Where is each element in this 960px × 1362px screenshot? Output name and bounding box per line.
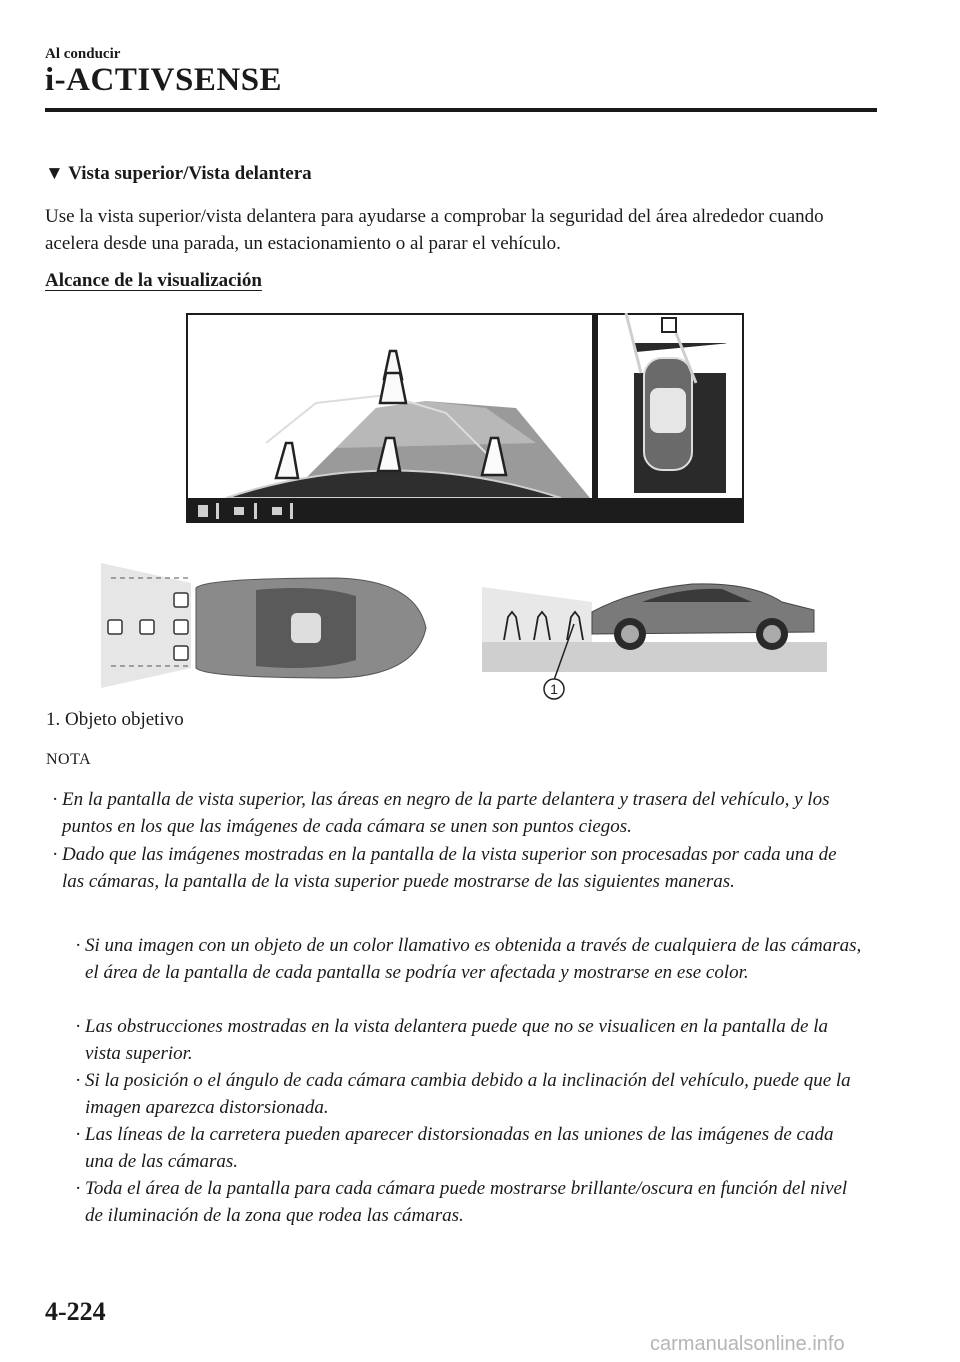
note-item: · En la pantalla de vista superior, las áreas en negro de la parte delantera y trasera del vehículo, y los puntos en los que las imágenes de cada cámara se unen son puntos ciegos. <box>52 789 830 837</box>
vehicle-top-view-illustration <box>96 558 436 688</box>
vehicle-side-view-illustration <box>482 562 827 702</box>
subnote-text: Si una imagen con un objeto de un color llamativo es obtenida a través de cualquiera de las cámaras, el área de la pantalla de cada pantalla se podría ver afectada y mostrarse en ese color. <box>85 935 862 983</box>
subnote-text: Toda el área de la pantalla para cada cámara puede mostrarse brillante/oscura en función del nivel de iluminación de la zona que rodea las cámaras. <box>85 1178 848 1226</box>
subnote-text: Las obstrucciones mostradas en la vista delantera puede que no se visualicen en la pantalla de la vista superior. <box>85 1016 829 1064</box>
page-number: 4-224 <box>45 1297 106 1326</box>
subnote-text: Si la posición o el ángulo de cada cámara cambia debido a la inclinación del vehículo, puede que la imagen aparezca distorsionada. <box>85 1070 851 1118</box>
section-title: i-ACTIVSENSE <box>45 62 283 98</box>
callout-number: 1 <box>550 681 558 697</box>
header-rule <box>45 108 877 112</box>
subnote-item: · Las líneas de la carretera pueden aparecer distorsionadas en las uniones de las imágenes de cada una de las cámaras. <box>75 1124 834 1172</box>
subnote-item: · Las obstrucciones mostradas en la vista delantera puede que no se visualicen en la pantalla de la vista superior. <box>75 1016 829 1064</box>
subnote-text: Las líneas de la carretera pueden aparecer distorsionadas en las uniones de las imágenes de cada una de las cámaras. <box>85 1124 834 1172</box>
subnote-item: · Si una imagen con un objeto de un color llamativo es obtenida a través de cualquiera de las cámaras, el área de la pantalla de cada pantalla se podría ver afectada y mostrarse en ese color. <box>75 935 862 983</box>
note-item: · Dado que las imágenes mostradas en la pantalla de la vista superior son procesadas por cada una de las cámaras, la pantalla de la vista superior puede mostrarse de las siguientes maneras. <box>52 844 837 892</box>
chapter-label: Al conducir <box>45 46 121 62</box>
footer-watermark: carmanualsonline.info <box>650 1333 845 1355</box>
note-text: Dado que las imágenes mostradas en la pantalla de la vista superior son procesadas por cada una de las cámaras, la pantalla de la vista superior puede mostrarse de las siguientes maneras. <box>62 844 837 892</box>
subnote-item: · Si la posición o el ángulo de cada cámara cambia debido a la inclinación del vehículo, puede que la imagen aparezca distorsionada. <box>75 1070 851 1118</box>
figure-caption: 1. Objeto objetivo <box>46 709 184 730</box>
intro-paragraph: Use la vista superior/vista delantera para ayudarse a comprobar la seguridad del área alrededor cuando acelera desde una parada, un estacionamiento o al parar el vehículo. <box>45 206 824 254</box>
subnote-item: · Toda el área de la pantalla para cada cámara puede mostrarse brillante/oscura en función del nivel de iluminación de la zona que rodea las cámaras. <box>75 1178 848 1226</box>
range-title: Alcance de la visualización <box>45 270 262 291</box>
note-text: En la pantalla de vista superior, las áreas en negro de la parte delantera y trasera del vehículo, y los puntos en los que las imágenes de cada cámara se unen son puntos ciegos. <box>62 789 830 837</box>
subsection-heading: ▼ Vista superior/Vista delantera <box>45 163 312 184</box>
nota-label: NOTA <box>46 751 92 768</box>
camera-display-illustration <box>186 313 744 523</box>
